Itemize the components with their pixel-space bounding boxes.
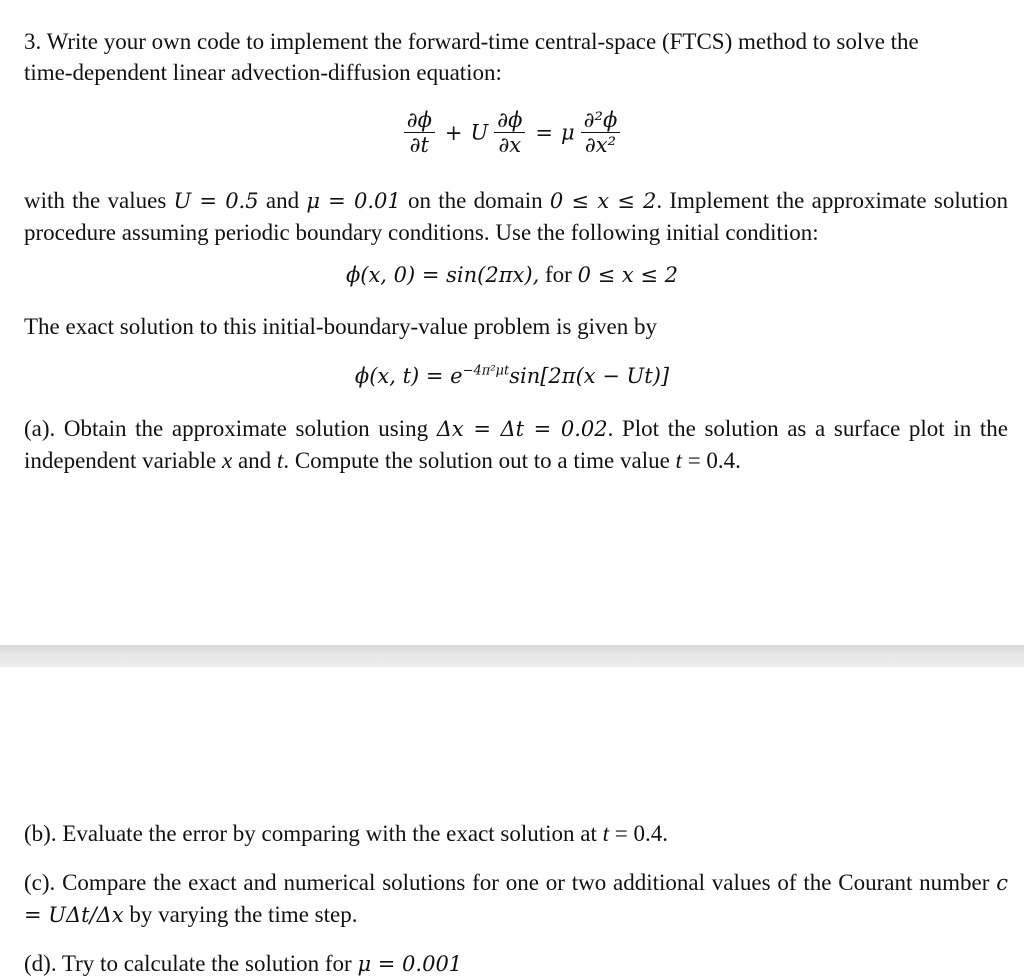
exact-solution-intro: The exact solution to this initial-boundary-value problem is given by (24, 314, 658, 339)
document-page-bottom (0, 667, 1024, 979)
part-d-text: (d). Try to calculate the solution for μ = 0.001 (24, 951, 463, 976)
page-separator (0, 645, 1024, 667)
values-paragraph: with the values U = 0.5 and μ = 0.01 on the domain 0 ≤ x ≤ 2. Implement the approximate solution procedure assuming periodic boundary conditions. Use the following initial condition: (24, 188, 1008, 245)
mu-symbol: μ (561, 120, 575, 145)
frac-dphi-dx: $\frac{\partial\phi}{\partial x}$ (494, 108, 525, 157)
plus-sign: + (444, 120, 463, 145)
part-a-paragraph: (a). Obtain the approximate solution using Δx = Δt = 0.02. Plot the solution as a surface plot in the independent variable x and t. Compute the solution out to a time value t = 0.4. (24, 416, 1009, 473)
frac-d2phi-dx2: $\frac{\text{∂²ϕ}}{\text{∂x²}}$ (581, 108, 621, 157)
part-c-paragraph: (c). Compare the exact and numerical solutions for one or two additional values of the Courant number c = UΔt/Δx by varying the time step. (24, 870, 1008, 927)
problem-intro-line1: 3. Write your own code to implement the forward-time central-space (FTCS) method to solve the (24, 29, 919, 54)
velocity-symbol: U (470, 120, 489, 145)
initial-condition: ϕ(x, 0) = sin(2πx), for 0 ≤ x ≤ 2 (345, 262, 679, 287)
problem-intro-line2: time-dependent linear advection-diffusion equation: (24, 60, 502, 85)
frac-dphi-dt: $\frac{\partial\phi}{\partial t}$ (404, 108, 435, 157)
part-b-text: (b). Evaluate the error by comparing with the exact solution at t = 0.4. (24, 821, 669, 846)
pde-equation (0, 108, 1024, 157)
equals-sign: = (535, 120, 554, 145)
exact-solution-equation: ϕ(x, $t) = e^{-4\pi^2\mu t}\sin[2\pi(x - Ut)]$ (354, 363, 670, 388)
